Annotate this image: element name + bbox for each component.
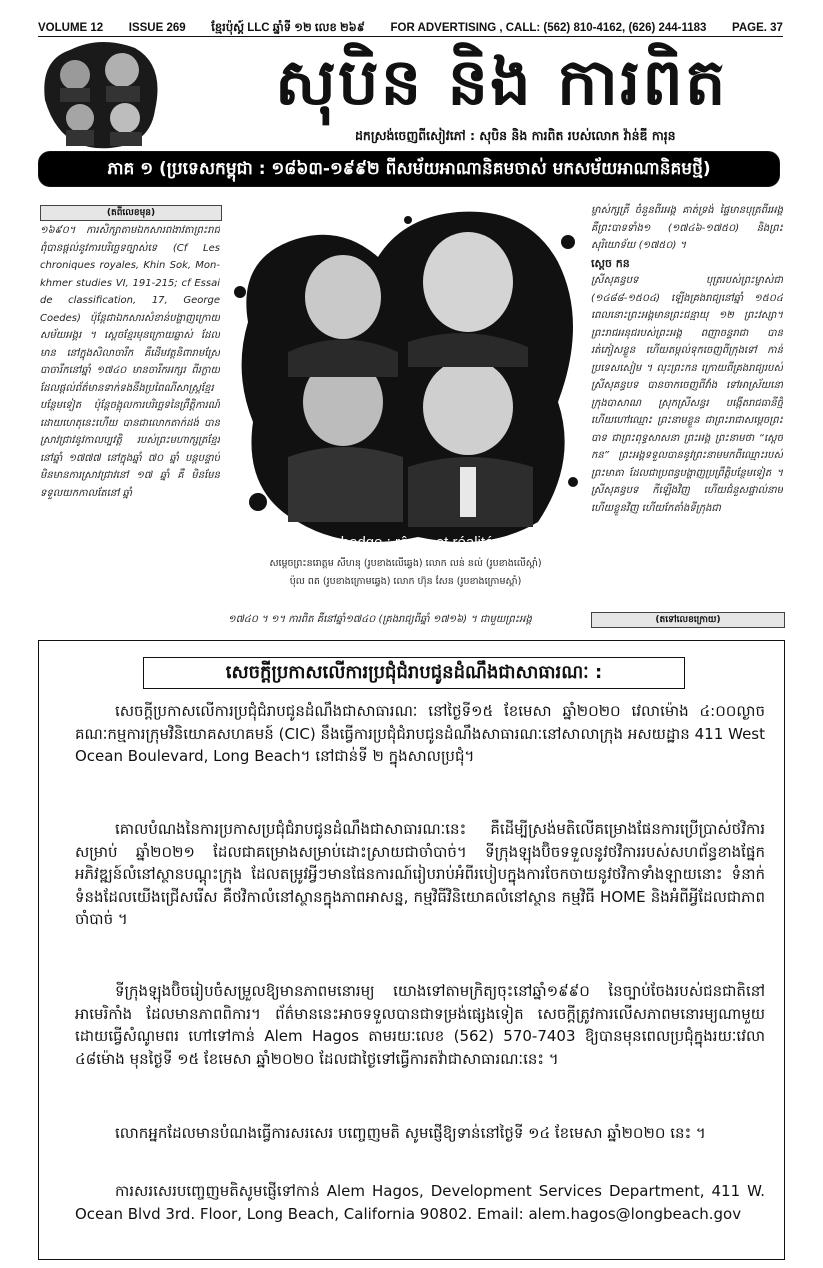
part-banner: ភាគ ១ (ប្រទេសកម្ពុជា : ១៨៦៣-១៩៩២ ពីសម័យអាណានិគមចាស់ មកសម័យអាណានិគមថ្មី) (38, 151, 780, 187)
masthead-subtitle: ដកស្រង់ចេញពីសៀវភៅ : សុបិន និង ការពិត របស់លោក វ៉ាន់ឌី ការុន (355, 128, 676, 143)
book-caption: Cambodge : rêves et réalités (309, 534, 501, 551)
masthead-title: សុបិន និង ការពិត (275, 46, 728, 120)
notice-paragraph-1: សេចក្ដីប្រកាសលើការប្រជុំជំរាបជូនដំណឹងជាសាធារណៈ នៅថ្ងៃទី១៥ ខែមេសា ឆ្នាំ២០២០ វេលាម៉ោង ៤:០០ល្ងាច គណៈកម្មការក្រុមវិនិយោគសហគមន៍ (CIC) នឹងធ្វើការប្រជុំជំរាបជូនដំណឹងសាធារណៈនៅសាលាក្រុង អសយដ្ឋាន 411 West Ocean Boulevard, Long Beach។ នៅជាន់ទី ២ ក្នុងសាលប្រជុំ។ (75, 702, 765, 765)
issue-header (38, 20, 783, 37)
continued-from-tag: (តពីលេខមុន) (40, 205, 222, 221)
notice-paragraph-4: លោកអ្នកដែលមានបំណងធ្វើការសរសេរ បញ្ចេញមតិ សូមផ្ញើឱ្យទាន់នៅថ្ងៃទី ១៤ ខែមេសា ឆ្នាំ២០២០ នេះ ។ (115, 1124, 706, 1142)
left-article-column (40, 222, 220, 607)
leaders-collage-photo (228, 202, 583, 554)
advertising-label: FOR ADVERTISING , CALL: (562) 810-4162, (626) 244-1183 (390, 22, 707, 34)
right-column-text-top: ម្ចាស់ក្សត្រី ចំនួនពីរអង្គ គាត់ទ្រង់ ផ្ទៃមានបុត្រពីរអង្គ គឺព្រះបាទទាំង១ (១៧៤៦-១៧៥០) និងព្រះសុរិយោទ័យ (១៧៥០) ។ (591, 205, 783, 251)
photo-caption-line-1: សម្ដេចព្រះនរោត្ដម សីហនុ (រូបខាងលើឆ្វេង) លោក លន់ នល់ (រូបខាងលើស្ដាំ) (269, 558, 542, 569)
photo-caption (228, 555, 583, 611)
notice-paragraph-5: ការសរសេរបញ្ចេញមតិសូមផ្ញើទៅកាន់ Alem Hagos, Development Services Department, 411 W. Ocean Blvd 3rd. Floor, Long Beach, California 90802. Email: alem.hagos@longbeach.gov (75, 1182, 765, 1223)
publisher-label: ខ្មែរប៉ុស្ត៍ LLC ឆ្នាំទី ១២ លេខ ២៦៩ (211, 21, 365, 34)
issue-label: ISSUE 269 (128, 22, 186, 34)
notice-paragraph-3: ទីក្រុងឡុងប៊ិចរៀបចំសម្រួលឱ្យមានភាពមនោរម្យ យោងទៅតាមក្រិត្យចុះនៅឆ្នាំ១៩៩០ នៃច្បាប់ចែងរបស់ជនជាតិនៅអាមេរិកាំង ដែលមានភាពពិការ។ ព័ត៌មាននេះអាចទទួលបានជាទម្រង់ផ្សេងទៀត សេចក្ដីត្រូវការលើសភាពមនោរម្យណាមួយ ដោយធ្វើសំណូមពរ ហៅទៅកាន់ Alem Hagos តាមរយៈលេខ (562) 570-7403 ឱ្យបានមុនពេលប្រជុំក្នុងរយៈវេលា ៤៨ម៉ោង មុនថ្ងៃទី ១៥ ខែមេសា ឆ្នាំ២០២០ ដែលជាថ្ងៃទៅធ្វើការតវ៉ាជាសាធារណៈនេះ ។ (75, 982, 765, 1068)
photo-caption-line-2: ប៉ុល ពត (រូបខាងក្រោមឆ្វេង) លោក ហ៊ុន សែន (រូបខាងក្រោមស្ដាំ) (289, 576, 522, 587)
continued-text-line: ១៧៤០ ។ ១។ ការពិត គឺនៅឆ្នាំ១៧៤០ (គ្រងរាជ្យពីឆ្នាំ ១៧១៦) ។ ជាមួយព្រះអង្គ (228, 614, 532, 625)
public-notice-title: សេចក្ដីប្រកាសលើការប្រជុំជំរាបជូនដំណឹងជាសាធារណៈ : (143, 657, 685, 689)
left-column-text: ១៦៩០។ ការសិក្សាតាមឯកសារពងាវតាព្រះរាជ ពុំបានផ្តល់នូវការបរិច្ឆេទច្បាស់ទេ (Cf Les chroniques royales, Khin Sok, Mon-khmer studies VI, 191-215; cf Essai de classification, 17, George Coedes) ប៉ុន្តែជាឯកសារសំខាន់បង្ហាញក្រោយសម័យអង្គរ ។ ស្ដេចខ្មែរមុនក្រោយឆ្លាស់ ដែលមាន នៅក្នុងសិលាចារឹក គឺដើមវត្តនិពារាមស្រែ បាចារឹកនៅឆ្នាំ ១៧៤០ មានចារឹកអក្សរ ពីរក្លាយ ដែលផ្តល់ព័ត៌មានទាក់ទងនឹងប្រពៃណីសាស្ត្រខ្មែរបន្ថែមទៀត ប៉ុន្តែចង្អុលការបរិច្ឆេទនៃព្រឹត្តិការណ៍ ដោយហេតុនេះហើយ បានជាលោកតាក់ដង់ បានស្រាវជ្រាវនូវកាលប្បវត្តិ របស់ព្រះមហាក្សត្រខ្មែរ នៅឆ្នាំ ១៧៧៧ នៅក្នុងឆ្នាំ ៧០ ឆ្នាំ បន្តបន្ទាប់ មិនមានការស្រាវជ្រាវនៅ ១៧ ឆ្នាំ គឺ មិនមែនទទួលយកកាលតែនៅ ឆ្នាំ (40, 225, 220, 499)
right-article-column (591, 202, 783, 600)
right-column-subheading: ស្ដេច កន (591, 256, 630, 270)
continued-to-tag: (តទៅលេខក្រោយ) (591, 612, 785, 628)
page-number: PAGE. 37 (732, 22, 783, 34)
right-column-text-body: ស្រីសុគន្ធបទ បុត្ររបស់ព្រះម្ចាស់ជា (១៤៨៨-១៥០៤) ឡើងគ្រងរាជ្យនៅឆ្នាំ ១៥០៤ ពេលនោះព្រះអង្គមានព្រះជន្មាយុ ១២ ព្រះវស្សា។ ព្រះរាជអនុជរបស់ព្រះអង្គ ពញាចន្ទរាជា បានរត់ភៀសខ្លួន ហើយតម្កល់ទុកចេញពីក្រុងទៅ កាន់ប្រទេសសៀម ។ លុះព្រះកន ក្រោយពីគ្រងរាជ្យរបស់ស្រីសុគន្ធបទ បានចាកចេញពីវាំង ទៅអាស្រ័យនៅក្រុងបាសាណ ស្រុកស្រីសន្ធរ បង្កើតរាជធានីថ្មី ហើយហៅឈ្មោះ ព្រះនាមខ្លួន ជាព្រះរាជាសម្ដេចព្រះបាទ ជាព្រះពុទ្ធសាសនា ព្រះអង្គ ព្រះនាមថា “ស្ដេច កន” ព្រះអង្គទទួលបាននូវព្រះនាមមកពីឈ្មោះរបស់ព្រះមាតា ដែលជាប្រពន្ធបង្ហាញប្រព្រឹត្តិបន្ថែមទៀត ។ ស្រីសុគន្ធបទ កីឡើងវិញ ហើយជំនួសផ្ទាល់នាមហើយខ្លួនវិញ ហើយកែតាំងទីក្រុងជា (591, 275, 783, 514)
masthead-collage-image (40, 40, 160, 150)
volume-label: VOLUME 12 (38, 22, 104, 34)
notice-paragraph-2: គោលបំណងនៃការប្រកាសប្រជុំជំរាបជូនដំណឹងជាសាធារណៈនេះ គឺដើម្បីស្រង់មតិលើគម្រោងផែនការប្រើប្រាស់ថវិការសម្រាប់ ឆ្នាំ២០២១ ដែលជាគម្រោងសម្រាប់ដោះស្រាយជាចាំបាច់។ ទីក្រុងឡុងប៊ិចទទួលនូវថវិការរបស់សហព័ន្ធខាងផ្នែកអភិវឌ្ឍន៍លំនៅស្ថានបណ្ដុះក្រុង ដែលតម្រូវអ្វីៗមានផែនការណ៍រៀបរាប់អំពីរបៀបក្នុងការចែកចាយនូវថវិកាទាំងឡាយនោះ ទំនាក់ទំនងដែលយើងជ្រើសរើស គឺថវិកាលំនៅស្ថានក្នុងភាពអាសន្ន, កម្មវិធីវិនិយោគលំនៅស្ថាន កម្មវិធី HOME និងអំពីអ្វីដែលជាភាពចាំបាច់ ។ (75, 820, 765, 928)
